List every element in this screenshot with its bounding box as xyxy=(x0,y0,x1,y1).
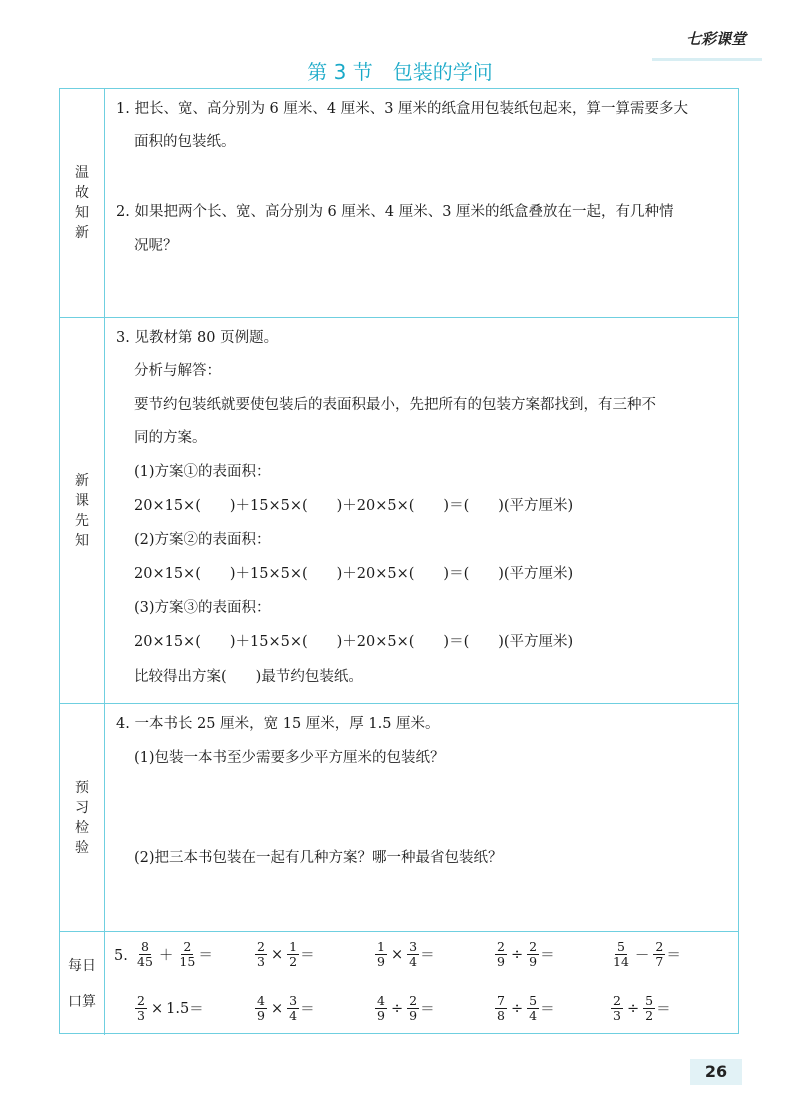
denominator: 3 xyxy=(613,1008,621,1023)
question-4-sub-1: (1)包装一本书至少需要多少平方厘米的包装纸？ xyxy=(134,750,445,766)
equals-sign: ＝ xyxy=(300,948,315,964)
fraction xyxy=(495,940,507,969)
mental-math-content xyxy=(104,932,738,1035)
numerator: 2 xyxy=(257,939,265,954)
mental-math-label: 每日 口算 xyxy=(60,932,105,1035)
denominator: 3 xyxy=(137,1008,145,1023)
equals-sign: ＝ xyxy=(666,948,681,964)
fraction xyxy=(643,994,655,1023)
equals-sign: ＝ xyxy=(656,1002,671,1018)
plan-3-formula: 20×15×( )＋15×5×( )＋20×5×( )＝( )(平方厘米) xyxy=(134,634,574,650)
equals-sign: ＝ xyxy=(540,948,555,964)
operator: × xyxy=(270,946,284,963)
plan-1-formula: 20×15×( )＋15×5×( )＋20×5×( )＝( )(平方厘米) xyxy=(134,498,574,514)
denominator: 9 xyxy=(377,954,385,969)
numerator: 8 xyxy=(140,939,149,954)
equals-sign: ＝ xyxy=(300,1002,315,1018)
numerator: 2 xyxy=(529,939,538,954)
mental-math-item xyxy=(254,994,315,1023)
denominator: 4 xyxy=(409,954,418,969)
fraction xyxy=(495,994,507,1023)
preview-content xyxy=(104,318,738,703)
check-content xyxy=(104,704,738,931)
preview-section xyxy=(60,317,738,703)
question-1-line-1: 1. 把长、宽、高分别为 6 厘米、4 厘米、3 厘米的纸盒用包装纸包起来，算一算需要多大 xyxy=(116,101,689,117)
fraction xyxy=(611,940,631,969)
fraction xyxy=(375,940,387,969)
fraction xyxy=(407,940,419,969)
operand: 1.5 xyxy=(166,1000,190,1017)
operator: ÷ xyxy=(510,946,524,963)
operator: × xyxy=(150,1000,164,1017)
question-5-number: 5. xyxy=(114,948,128,964)
question-2-line-1: 2. 如果把两个长、宽、高分别为 6 厘米、4 厘米、3 厘米的纸盒叠放在一起，有几种情 xyxy=(116,204,674,220)
question-1-line-2: 面积的包装纸。 xyxy=(134,134,236,150)
denominator: 9 xyxy=(257,1008,265,1023)
numerator: 5 xyxy=(616,939,625,954)
mental-math-item xyxy=(494,994,555,1023)
check-section xyxy=(60,703,738,931)
numerator: 4 xyxy=(377,993,385,1008)
question-4-sub-2: (2)把三本书包装在一起有几种方案？哪一种最省包装纸？ xyxy=(134,850,503,866)
denominator: 4 xyxy=(529,1008,538,1023)
worksheet-table xyxy=(59,88,739,1034)
equals-sign: ＝ xyxy=(540,1002,555,1018)
analysis-heading: 分析与解答： xyxy=(134,363,221,379)
denominator: 15 xyxy=(179,954,196,969)
mental-math-item xyxy=(610,994,671,1023)
fraction xyxy=(287,940,299,969)
fraction xyxy=(527,994,539,1023)
fraction xyxy=(375,994,387,1023)
mental-math-item xyxy=(374,994,435,1023)
fraction xyxy=(527,940,539,969)
mental-math-item xyxy=(134,940,213,969)
review-label: 温故知新 xyxy=(60,89,105,317)
denominator: 9 xyxy=(409,1008,418,1023)
denominator: 45 xyxy=(137,954,153,969)
numerator: 2 xyxy=(137,993,145,1008)
conclusion: 比较得出方案( )最节约包装纸。 xyxy=(134,669,363,685)
numerator: 7 xyxy=(497,993,505,1008)
numerator: 2 xyxy=(183,939,192,954)
numerator: 2 xyxy=(497,939,505,954)
fraction xyxy=(135,994,147,1023)
question-2-line-2: 况呢？ xyxy=(134,238,178,254)
fraction xyxy=(653,940,665,969)
mental-math-item xyxy=(494,940,555,969)
equals-sign: ＝ xyxy=(189,1002,204,1018)
numerator: 3 xyxy=(289,993,298,1008)
mental-math-item xyxy=(610,940,681,969)
denominator: 2 xyxy=(645,1008,654,1023)
mental-math-section xyxy=(60,931,738,1035)
mental-math-item xyxy=(374,940,435,969)
numerator: 1 xyxy=(377,939,385,954)
section-title: 第 3 节 包装的学问 xyxy=(307,60,493,84)
operator: ＋ xyxy=(158,948,174,964)
denominator: 9 xyxy=(529,954,538,969)
question-3: 3. 见教材第 80 页例题。 xyxy=(116,330,279,346)
fraction xyxy=(255,940,267,969)
fraction xyxy=(611,994,623,1023)
denominator: 2 xyxy=(289,954,298,969)
equals-sign: ＝ xyxy=(198,948,213,964)
fraction xyxy=(255,994,267,1023)
numerator: 4 xyxy=(257,993,265,1008)
numerator: 3 xyxy=(409,939,418,954)
denominator: 7 xyxy=(655,954,664,969)
denominator: 3 xyxy=(257,954,265,969)
denominator: 14 xyxy=(613,954,629,969)
analysis-para-line-2: 同的方案。 xyxy=(134,430,207,446)
question-4: 4. 一本书长 25 厘米，宽 15 厘米，厚 1.5 厘米。 xyxy=(116,716,440,732)
mental-math-item xyxy=(254,940,315,969)
equals-sign: ＝ xyxy=(420,948,435,964)
numerator: 2 xyxy=(655,939,664,954)
analysis-para-line-1: 要节约包装纸就要使包装后的表面积最小，先把所有的包装方案都找到，有三种不 xyxy=(134,397,656,413)
denominator: 8 xyxy=(497,1008,505,1023)
equals-sign: ＝ xyxy=(420,1002,435,1018)
numerator: 1 xyxy=(289,939,298,954)
plan-3-title: (3)方案③的表面积： xyxy=(134,600,271,616)
denominator: 4 xyxy=(289,1008,298,1023)
fraction xyxy=(287,994,299,1023)
preview-label: 新课先知 xyxy=(60,318,105,703)
fraction xyxy=(135,940,155,969)
check-label: 预习检验 xyxy=(60,704,105,931)
operator: × xyxy=(270,1000,284,1017)
page-number: 26 xyxy=(690,1059,742,1085)
fraction xyxy=(407,994,419,1023)
plan-1-title: (1)方案①的表面积： xyxy=(134,464,271,480)
numerator: 2 xyxy=(409,993,418,1008)
denominator: 9 xyxy=(377,1008,385,1023)
review-section xyxy=(60,89,738,317)
fraction xyxy=(177,940,197,969)
numerator: 5 xyxy=(645,993,654,1008)
plan-2-formula: 20×15×( )＋15×5×( )＋20×5×( )＝( )(平方厘米) xyxy=(134,566,574,582)
operator: － xyxy=(634,948,650,964)
review-content xyxy=(104,89,738,317)
operator: × xyxy=(390,946,404,963)
denominator: 9 xyxy=(497,954,505,969)
operator: ÷ xyxy=(390,1000,404,1017)
operator: ÷ xyxy=(626,1000,640,1017)
plan-2-title: (2)方案②的表面积： xyxy=(134,532,271,548)
numerator: 5 xyxy=(529,993,538,1008)
operator: ÷ xyxy=(510,1000,524,1017)
mental-math-item xyxy=(134,994,204,1023)
numerator: 2 xyxy=(613,993,621,1008)
brand-logo: 七彩课堂 xyxy=(685,30,746,48)
